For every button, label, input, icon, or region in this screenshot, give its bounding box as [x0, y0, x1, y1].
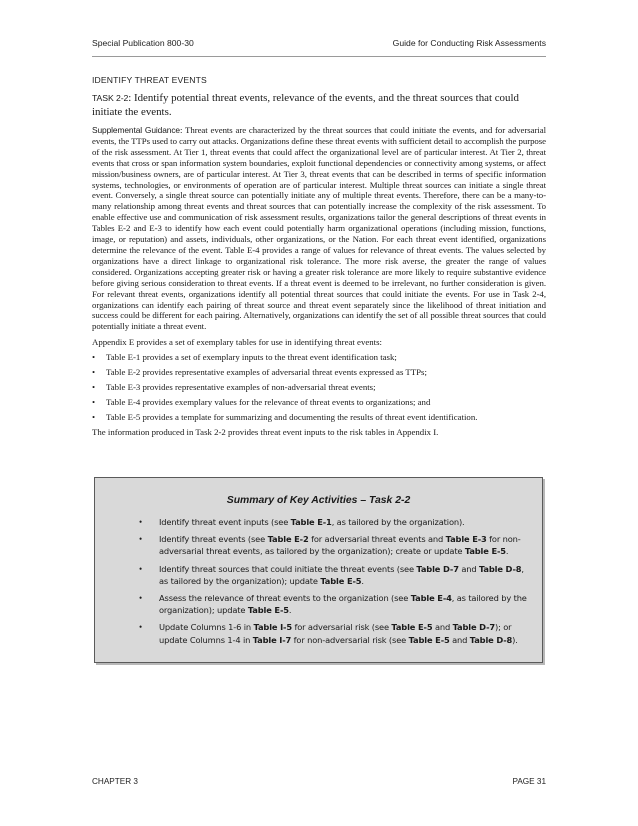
header-rule [92, 56, 546, 57]
list-item-text: Table E-4 provides exemplary values for the relevance of threat events to organizations; and [106, 397, 431, 408]
task-statement [92, 92, 546, 119]
summary-text: Identify threat event inputs (see [159, 517, 291, 527]
summary-text: and [449, 634, 470, 645]
summary-item [139, 563, 534, 587]
section-title: IDENTIFY THREAT EVENTS [92, 75, 207, 85]
summary-text: . [361, 575, 364, 586]
bullet-icon: • [139, 593, 143, 604]
summary-text: ). [512, 634, 518, 645]
page-footer [92, 777, 546, 786]
page-header [92, 38, 546, 48]
appendix-intro: Appendix E provides a set of exemplary tables for use in identifying threat events: [92, 337, 382, 348]
list-item [92, 367, 546, 378]
table-ref: Table E-2 [267, 534, 309, 545]
bullet-icon: • [92, 382, 96, 393]
bullet-icon: • [139, 622, 143, 633]
list-item [92, 382, 546, 393]
list-item-text: Table E-3 provides representative examples of non-adversarial threat events; [106, 382, 376, 393]
bullet-icon: • [139, 563, 143, 574]
list-item-text: Table E-1 provides a set of exemplary inputs to the threat event identification task; [106, 352, 397, 363]
guidance-text: Threat events are characterized by the threat sources that could initiate the events, and for adversarial events, the TTPs used to carry out attacks. Organizations define these threat events with sufficient detail to accomplish the purpose of the risk assessment. At Tier 1, threat events that could affect the organizational level are of particular interest. At Tier 2, threat events that cross or span information system boundaries, exploit functional dependencies or connectivity among systems, or affect mission/business owners, are of particular interest. At Tier 3, threat events that can be described in terms of specific information systems, technologies, or environments of operation are of particular interest. Multiple threat sources can initiate a single threat event. Conversely, a single threat source can potentially initiate any of multiple threat events. Therefore, there can be a many-to-many relationship among threat events and threat sources that can potentially increase the complexity of the risk assessment. To enable effective use and communication of risk assessment results, organizations tailor the general descriptions of threat events in Tables E-2 and E-3 to identify how each event could potentially harm organizational operations (including mission, functions, image, or reputation) and assets, individuals, other organizations, or the Nation. For each threat event identified, organizations determine the relevance of the event. Table E-4 provides a range of values for relevance of threat events. The values selected by organizations have a direct linkage to organizational risk tolerance. The more risk averse, the greater the range of values considered. Organizations accepting greater risk or having a greater risk tolerance are more likely to require substantive evidence before giving serious consideration to threat events. If a threat event is deemed to be irrelevant, no further consideration is given. For relevant threat events, organizations identify all potential threat sources that could initiate the events. For use in Task 2-4, organizations can identify each pairing of threat source and threat event separately since the likelihood of threat initiation and success could be different for each pairing. Alternatively, organizations can identify the set of all possible threat sources that could potentially initiate a threat event. [92, 125, 546, 332]
summary-text: Identify threat sources that could initiate the threat events (see [159, 563, 417, 574]
guidance-label: Supplemental Guidance [92, 125, 180, 135]
closing-paragraph: The information produced in Task 2-2 provides threat event inputs to the risk tables in Appendix I. [92, 427, 439, 438]
table-ref: Table E-5 [464, 546, 506, 557]
summary-item [139, 533, 534, 557]
bullet-icon: • [92, 352, 96, 363]
bullet-icon: • [92, 367, 96, 378]
summary-text: . [505, 546, 509, 557]
header-publication: Special Publication 800-30 [92, 38, 194, 48]
summary-text: , as tailored by the organization). [331, 517, 465, 527]
table-ref: Table D-8 [478, 563, 522, 574]
summary-text: for adversarial threat events and [308, 534, 446, 545]
table-ref: Table E-5 [391, 622, 433, 633]
bullet-icon: • [139, 517, 143, 527]
table-ref: Table D-7 [452, 622, 495, 633]
supplemental-guidance [92, 125, 546, 332]
summary-text: for non-adversarial risk (see [291, 634, 409, 645]
summary-item [139, 516, 534, 528]
summary-text: ); or update Columns 1-4 in [159, 622, 512, 645]
main-content [92, 75, 546, 442]
table-ref: Table I-5 [253, 622, 292, 633]
list-item [92, 412, 546, 423]
bullet-icon: • [139, 534, 143, 545]
task-text: Identify potential threat events, relevance of the events, and the threat sources that could initiate the events. [92, 92, 519, 118]
summary-text: and [432, 622, 453, 633]
task-sep: : [128, 92, 134, 104]
summary-text: Identify threat events (see [159, 534, 268, 545]
summary-list [95, 516, 534, 646]
summary-box [94, 477, 543, 663]
summary-text: for adversarial risk (see [291, 622, 392, 633]
table-ref: Table E-1 [290, 517, 332, 527]
table-ref: Table E-5 [247, 605, 289, 616]
summary-text: Update Columns 1-6 in [159, 622, 254, 633]
list-item [92, 352, 546, 363]
appendix-bullet-list [92, 352, 546, 423]
task-label: TASK 2-2 [92, 93, 129, 103]
table-ref: Table E-3 [445, 534, 487, 545]
table-ref: Table I-7 [252, 634, 292, 645]
summary-text: Assess the relevance of threat events to the organization (see [159, 593, 411, 604]
summary-item [139, 592, 534, 616]
table-ref: Table E-4 [410, 593, 452, 604]
summary-text: for non-adversarial threat events, as tailored by the organization); create or update [159, 534, 521, 557]
summary-text: . [288, 605, 292, 616]
list-item-text: Table E-2 provides representative examples of adversarial threat events expressed as TTPs; [106, 367, 427, 378]
bullet-icon: • [92, 397, 96, 408]
footer-page-number: PAGE 31 [512, 777, 546, 786]
summary-text: and [458, 563, 479, 574]
table-ref: Table E-5 [408, 634, 450, 645]
list-item [92, 397, 546, 408]
table-ref: Table E-5 [320, 575, 362, 586]
table-ref: Table D-7 [416, 563, 459, 574]
guidance-sep: : [179, 125, 186, 135]
footer-chapter: CHAPTER 3 [92, 777, 138, 786]
header-doc-title: Guide for Conducting Risk Assessments [392, 38, 546, 48]
summary-text: , as tailored by the organization); update [159, 563, 524, 586]
table-ref: Table D-8 [469, 634, 513, 645]
summary-title: Summary of Key Activities – Task 2-2 [226, 495, 411, 506]
summary-text: , as tailored by the organization); update [159, 593, 527, 616]
list-item-text: Table E-5 provides a template for summarizing and documenting the results of threat event identification. [106, 412, 478, 423]
bullet-icon: • [92, 412, 96, 423]
summary-item [139, 621, 534, 645]
